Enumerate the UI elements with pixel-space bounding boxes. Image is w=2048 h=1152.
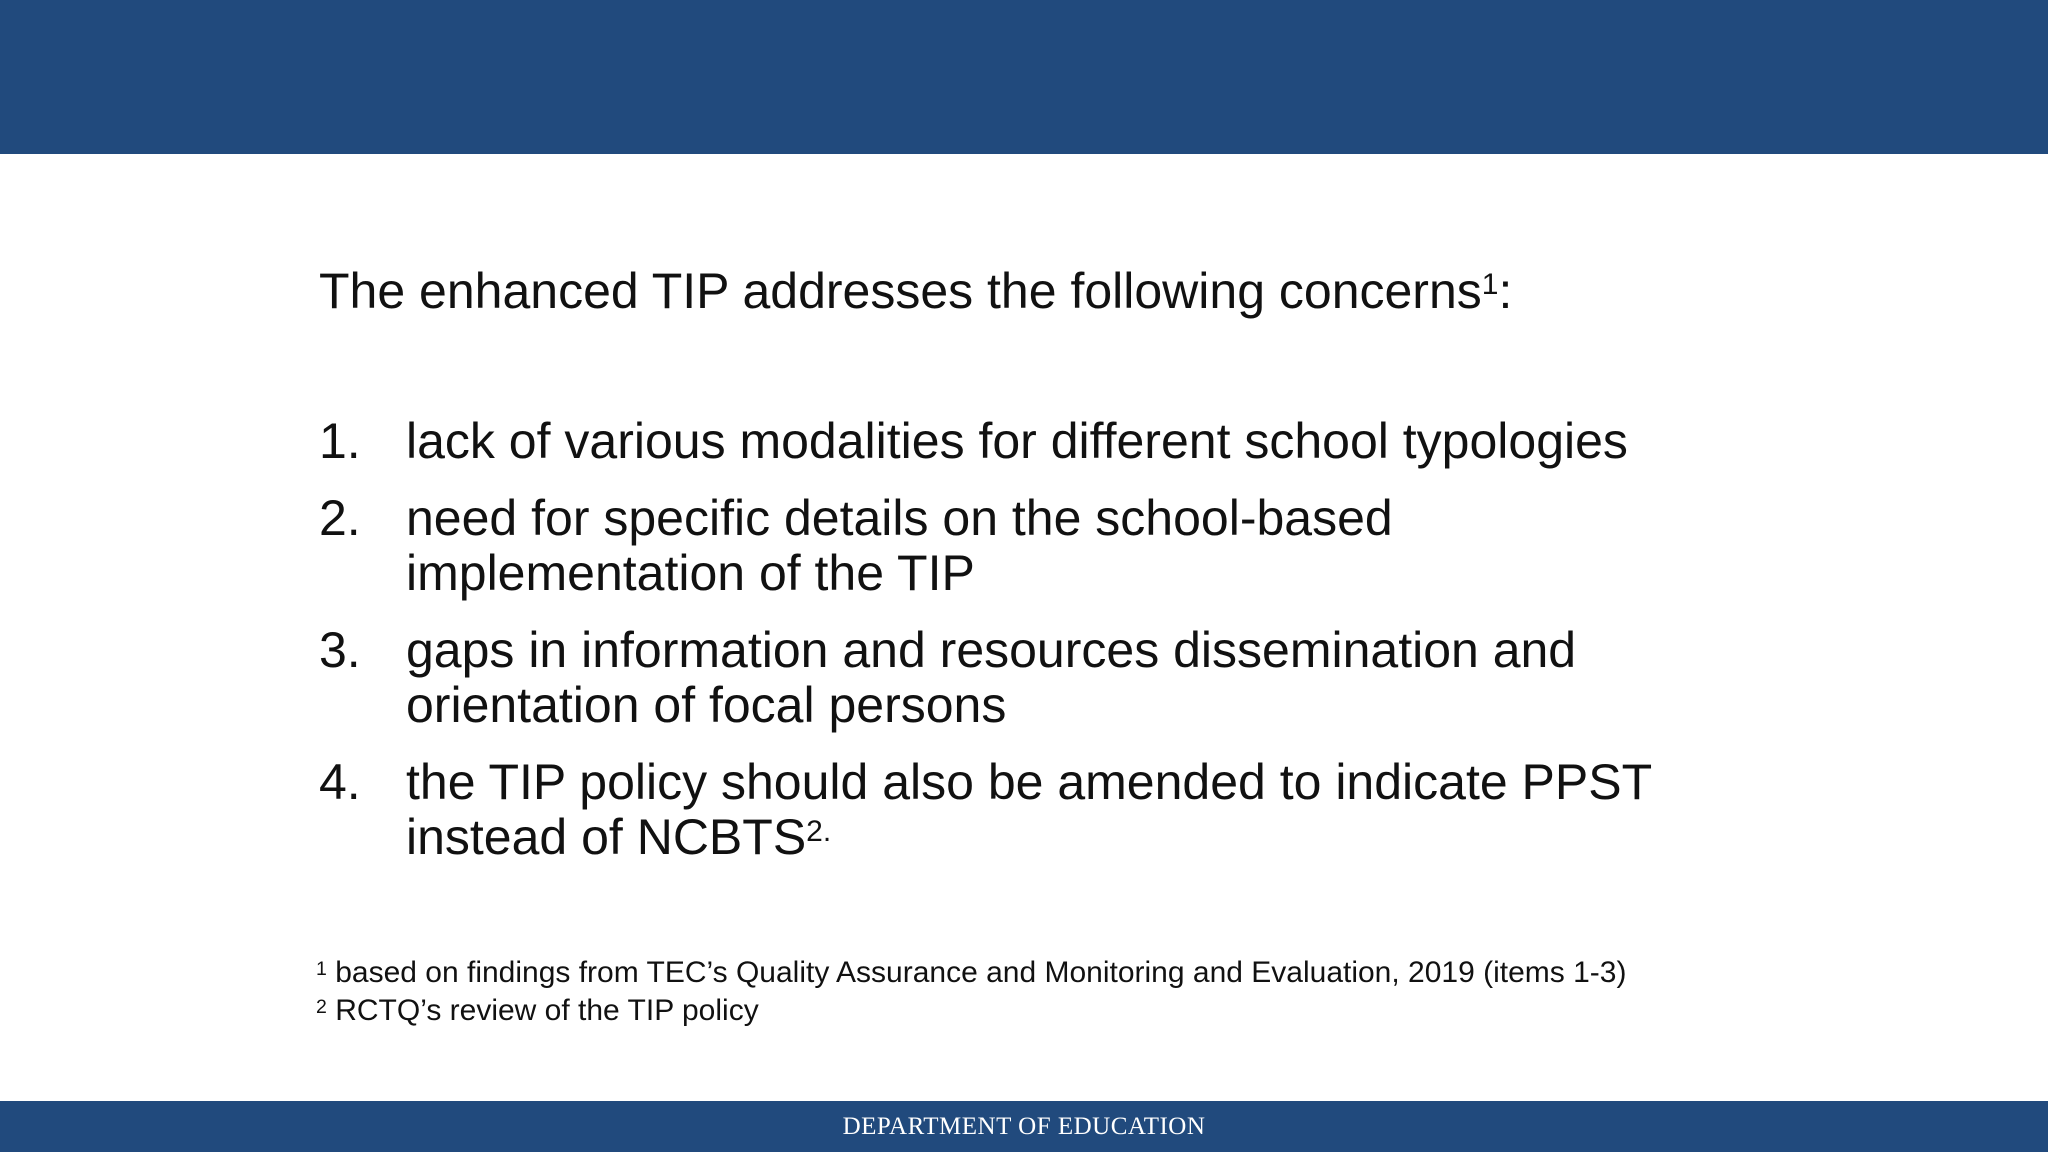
concern-footnote-marker: 2. <box>806 815 832 848</box>
concern-number: 3. <box>319 622 361 678</box>
concern-number: 4. <box>319 754 361 810</box>
concern-item <box>319 755 1719 865</box>
footer-band <box>0 1101 2048 1152</box>
concern-item <box>319 623 1719 733</box>
concern-item <box>319 491 1719 601</box>
footnote-text: RCTQ’s review of the TIP policy <box>335 994 759 1027</box>
concern-text: need for specific details on the school-based implementation of the TIP <box>406 490 1393 601</box>
footnote-2 <box>316 992 1706 1030</box>
footnotes <box>316 954 1706 1030</box>
concern-text: lack of various modalities for different school typologies <box>406 413 1628 469</box>
concern-text: the TIP policy should also be amended to indicate PPST instead of NCBTS <box>406 754 1652 865</box>
concern-list <box>319 414 1719 887</box>
footer-department-label: DEPARTMENT OF EDUCATION <box>842 1112 1206 1140</box>
intro-suffix: : <box>1498 263 1513 319</box>
concern-text: gaps in information and resources dissemination and orientation of focal persons <box>406 622 1577 733</box>
intro-text: The enhanced TIP addresses the following concerns <box>319 263 1482 319</box>
footnote-marker: 2 <box>316 996 327 1018</box>
concern-item <box>319 414 1719 469</box>
concern-number: 1. <box>319 413 361 469</box>
footnote-1 <box>316 954 1706 992</box>
header-band <box>0 0 2048 154</box>
intro-footnote-marker: 1 <box>1481 268 1499 301</box>
footnote-marker: 1 <box>316 958 327 980</box>
intro-heading <box>319 258 1512 324</box>
footnote-text: based on findings from TEC’s Quality Assurance and Monitoring and Evaluation, 2019 (items 1-3) <box>335 956 1627 989</box>
concern-number: 2. <box>319 490 361 546</box>
